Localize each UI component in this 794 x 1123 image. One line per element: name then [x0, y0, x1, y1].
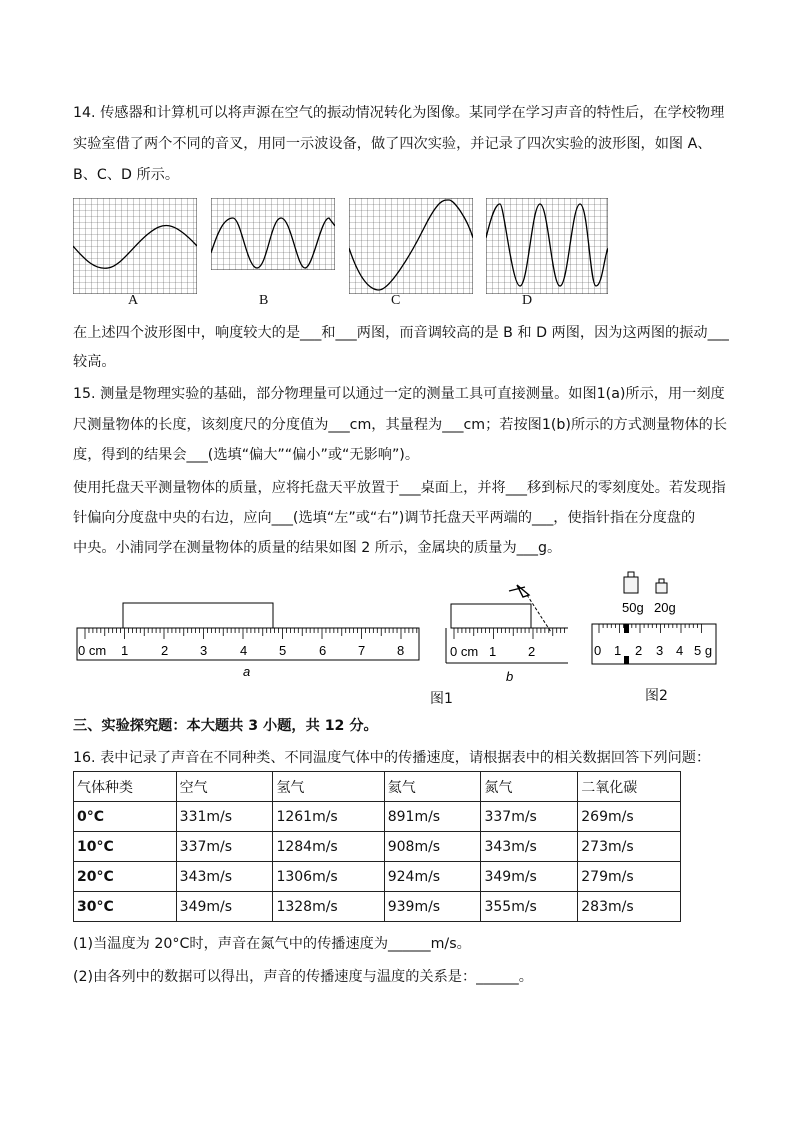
- ruler-a-tick-8: 8: [397, 643, 405, 658]
- table-cell: 1306m/s: [273, 862, 384, 892]
- eye-icon: [509, 585, 529, 597]
- table-cell: 924m/s: [384, 862, 481, 892]
- scale-tick-5: 5 g: [694, 643, 713, 658]
- speed-table: [73, 771, 681, 922]
- table-cell: 337m/s: [176, 832, 273, 862]
- ruler-a-tick-7: 7: [358, 643, 366, 658]
- balance-scale-figure: [590, 568, 720, 668]
- ruler-b-tick-2: 2: [528, 644, 536, 659]
- ruler-b-figure: [445, 577, 570, 687]
- weight-20g-icon: [656, 579, 667, 593]
- ruler-a-figure: [76, 600, 422, 682]
- table-header: 氢气: [273, 772, 384, 802]
- table-row: [74, 802, 681, 832]
- q14-line-4: 在上述四个波形图中，响度较大的是___和___两图，而音调较高的是 B 和 D 两图，因为这两图的振动___: [73, 325, 729, 341]
- table-row: [74, 832, 681, 862]
- table-header: 二氧化碳: [578, 772, 681, 802]
- scale-tick-0: 0: [594, 643, 602, 658]
- wave-label-d: D: [522, 293, 533, 308]
- table-cell: 331m/s: [176, 802, 273, 832]
- table-cell: 1261m/s: [273, 802, 384, 832]
- table-cell: 269m/s: [578, 802, 681, 832]
- waveform-b: [211, 198, 335, 270]
- ruler-a-label: a: [243, 664, 251, 679]
- table-cell: 1284m/s: [273, 832, 384, 862]
- q15-line-4: 使用托盘天平测量物体的质量，应将托盘天平放置于___桌面上，并将___移到标尺的零刻度处。若发现指: [73, 480, 726, 496]
- table-cell: 1328m/s: [273, 892, 384, 922]
- fig2-caption: 图2: [645, 688, 668, 704]
- table-cell: 283m/s: [578, 892, 681, 922]
- table-cell: 0°C: [74, 802, 177, 832]
- q14-line-2: 实验室借了两个不同的音叉，用同一示波设备，做了四次实验，并记录了四次实验的波形图，如图 A、: [73, 136, 712, 152]
- waveform-a: [73, 198, 197, 294]
- q14-line-3: B、C、D 所示。: [73, 167, 180, 183]
- table-cell: 30°C: [74, 892, 177, 922]
- table-cell: 10°C: [74, 832, 177, 862]
- weight-label-50g: 50g: [622, 600, 644, 615]
- q15-line-3: 度，得到的结果会___(选填“偏大”“偏小”或“无影响”)。: [73, 447, 420, 463]
- scale-tick-2: 2: [635, 643, 643, 658]
- weight-label-20g: 20g: [654, 600, 676, 615]
- table-cell: 355m/s: [481, 892, 578, 922]
- scale-tick-4: 4: [676, 643, 684, 658]
- ruler-a-tick-1: 1: [121, 643, 129, 658]
- ruler-a-tick-4: 4: [240, 643, 248, 658]
- q16-intro: 16. 表中记录了声音在不同种类、不同温度气体中的传播速度，请根据表中的相关数据回答下列问题：: [73, 750, 711, 766]
- table-header: 气体种类: [74, 772, 177, 802]
- table-cell: 343m/s: [481, 832, 578, 862]
- scale-tick-1: 1: [614, 643, 622, 658]
- q16-sub-2: (2)由各列中的数据可以得出，声音的传播速度与温度的关系是：______。: [73, 969, 533, 985]
- q15-line-5: 针偏向分度盘中央的右边，应向___(选填“左”或“右”)调节托盘天平两端的___，使指针指在分度盘的: [73, 510, 696, 526]
- table-header: 氮气: [481, 772, 578, 802]
- ruler-a-tick-3: 3: [200, 643, 208, 658]
- ruler-b-tick-0: 0 cm: [450, 644, 479, 659]
- table-header-row: [74, 772, 681, 802]
- table-cell: 279m/s: [578, 862, 681, 892]
- section-heading: 三、实验探究题：本大题共 3 小题，共 12 分。: [73, 718, 378, 734]
- q16-sub-1: (1)当温度为 20°C时，声音在氮气中的传播速度为______m/s。: [73, 936, 471, 952]
- wave-label-c: C: [391, 293, 401, 308]
- ruler-b-tick-1: 1: [489, 644, 497, 659]
- table-cell: 349m/s: [481, 862, 578, 892]
- slider-top: [624, 624, 629, 633]
- wave-label-b: B: [259, 293, 269, 308]
- table-cell: 20°C: [74, 862, 177, 892]
- table-cell: 337m/s: [481, 802, 578, 832]
- wave-label-a: A: [128, 293, 139, 308]
- weight-50g-icon: [624, 572, 638, 593]
- fig1-caption: 图1: [430, 691, 453, 707]
- table-cell: 891m/s: [384, 802, 481, 832]
- q15-line-2: 尺测量物体的长度，该刻度尺的分度值为___cm，其量程为___cm；若按图1(b)所示的方式测量物体的长: [73, 417, 728, 433]
- q14-line-5: 较高。: [73, 354, 116, 370]
- table-row: [74, 892, 681, 922]
- ruler-a-tick-5: 5: [279, 643, 287, 658]
- ruler-b-label: b: [506, 669, 514, 684]
- waveform-d: [486, 198, 608, 294]
- table-header: 空气: [176, 772, 273, 802]
- q14-line-1: 14. 传感器和计算机可以将声源在空气的振动情况转化为图像。某同学在学习声音的特性后，在学校物理: [73, 105, 725, 121]
- table-cell: 349m/s: [176, 892, 273, 922]
- q15-line-6: 中央。小浦同学在测量物体的质量的结果如图 2 所示，金属块的质量为___g。: [73, 540, 562, 556]
- q15-line-1: 15. 测量是物理实验的基础，部分物理量可以通过一定的测量工具可直接测量。如图1(a)所示，用一刻度: [73, 386, 725, 402]
- ruler-a-tick-6: 6: [319, 643, 327, 658]
- table-row: [74, 862, 681, 892]
- ruler-a-tick-2: 2: [161, 643, 169, 658]
- table-cell: 908m/s: [384, 832, 481, 862]
- table-cell: 939m/s: [384, 892, 481, 922]
- scale-tick-3: 3: [656, 643, 664, 658]
- table-header: 氦气: [384, 772, 481, 802]
- ruler-a-tick-0: 0 cm: [78, 643, 107, 658]
- table-cell: 343m/s: [176, 862, 273, 892]
- table-cell: 273m/s: [578, 832, 681, 862]
- slider-bottom: [624, 656, 629, 664]
- waveform-c: [349, 198, 473, 294]
